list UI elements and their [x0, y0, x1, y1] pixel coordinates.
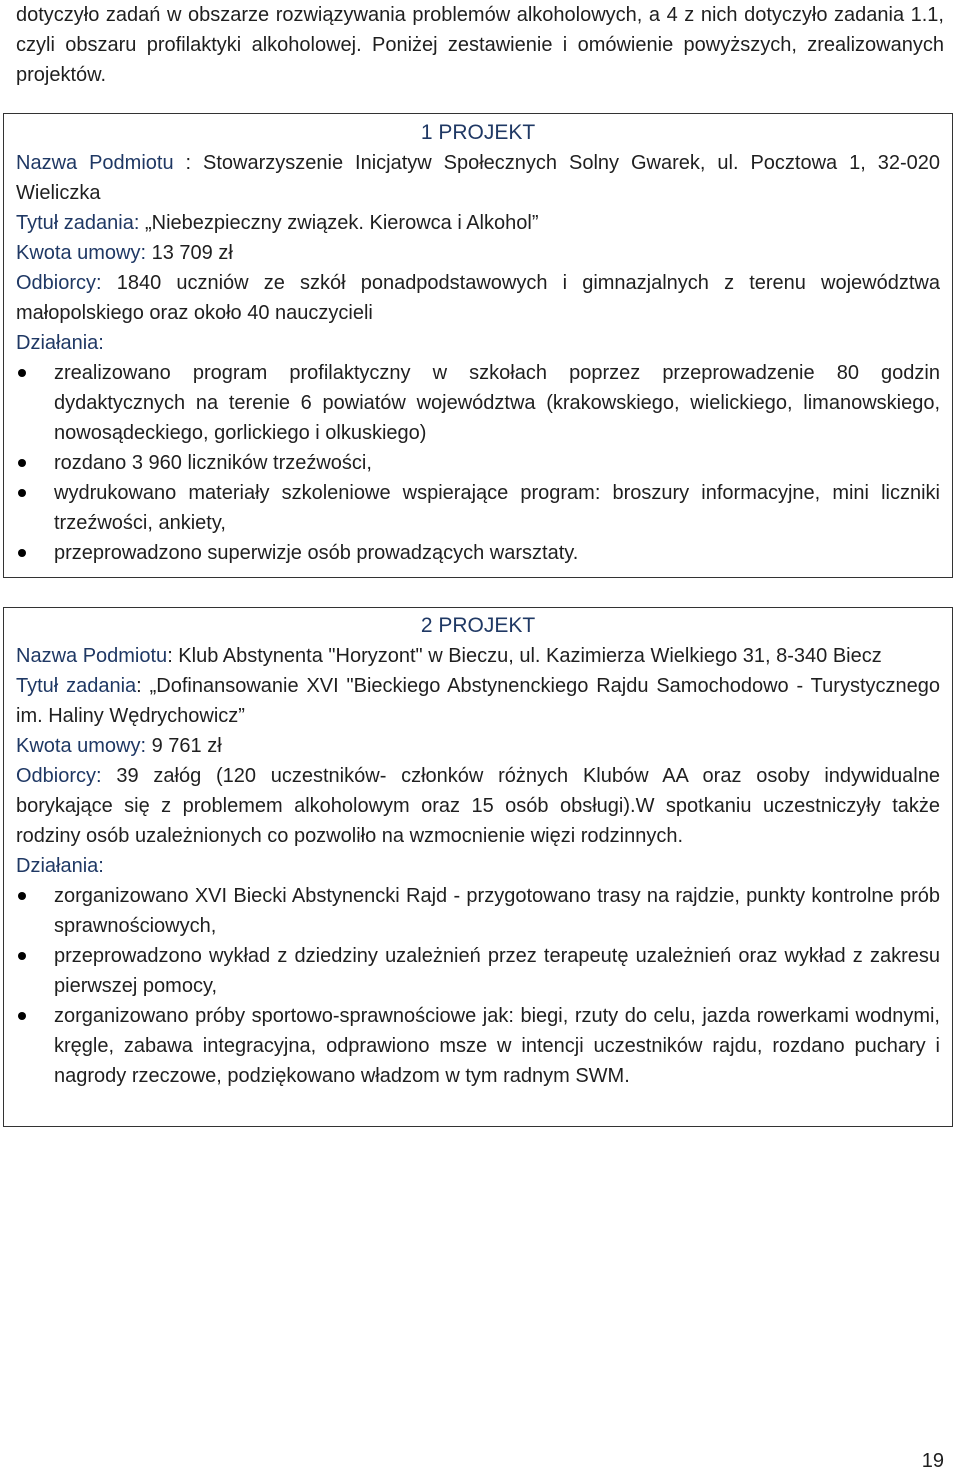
bullet-icon — [18, 952, 26, 960]
title-label: Tytuł zadania — [16, 675, 137, 697]
action-text: przeprowadzono superwizje osób prowadzących warsztaty. — [54, 542, 579, 564]
title-label: Tytuł zadania: — [16, 212, 140, 234]
recipients-value: 1840 uczniów ze szkół ponadpodstawowych i gimnazjalnych z terenu województwa małopolskiego oraz około 40 nauczycieli — [16, 272, 940, 324]
bullet-icon — [18, 549, 26, 557]
list-item — [16, 358, 940, 448]
recipients-label: Odbiorcy: — [16, 272, 102, 294]
title-value: : „Dofinansowanie XVI "Bieckiego Abstynenckiego Rajdu Samochodowo - Turystycznego im. Haliny Wędrychowicz” — [16, 675, 940, 727]
list-item — [16, 1001, 940, 1091]
bullet-icon — [18, 369, 26, 377]
list-item — [16, 478, 940, 538]
bullet-icon — [18, 892, 26, 900]
action-text: przeprowadzono wykład z dziedziny uzależnień przez terapeutę uzależnień oraz wykład z zakresu pierwszej pomocy, — [54, 945, 940, 997]
intro-paragraph — [16, 0, 944, 90]
amount-value: 13 709 zł — [146, 242, 233, 264]
list-item — [16, 881, 940, 941]
intro-text: dotyczyło zadań w obszarze rozwiązywania problemów alkoholowych, a 4 z nich dotyczyło zadania 1.1, czyli obszaru profilaktyki alkoholowej. Poniżej zestawienie i omówienie powyższych, zrealizowanych projektów. — [16, 4, 944, 86]
project-2-amount — [16, 731, 940, 761]
entity-value: : Stowarzyszenie Inicjatyw Społecznych Solny Gwarek, ul. Pocztowa 1, 32-020 Wieliczka — [16, 152, 940, 204]
list-item — [16, 941, 940, 1001]
actions-label: Działania: — [16, 332, 104, 354]
project-1-actions-list — [16, 358, 940, 568]
project-1-title — [16, 208, 940, 238]
amount-label: Kwota umowy: — [16, 242, 147, 264]
project-1-box — [3, 113, 953, 578]
list-item — [16, 538, 940, 568]
project-1-entity — [16, 148, 940, 208]
action-text: zorganizowano XVI Biecki Abstynencki Rajd - przygotowano trasy na rajdzie, punkty kontrolne prób sprawnościowych, — [54, 885, 940, 937]
recipients-value: 39 załóg (120 uczestników- członków różnych Klubów AA oraz osoby indywidualne borykające się z problemem alkoholowym oraz 15 osób obsługi).W spotkaniu uczestniczyły także rodziny osób uzależnionych co pozwoliło na wzmocnienie więzi rodzinnych. — [16, 765, 940, 847]
list-item — [16, 448, 940, 478]
bullet-icon — [18, 1012, 26, 1020]
entity-label: Nazwa Podmiotu — [16, 152, 174, 174]
action-text: zorganizowano próby sportowo-sprawnościowe jak: biegi, rzuty do celu, jazda rowerkami wodnymi, kręgle, zabawa integracyjna, odprawiono msze w intencji uczestników rajdu, rozdano puchary i nagrody rzeczowe, podziękowano władzom w tym radnym SWM. — [54, 1005, 940, 1087]
amount-value: 9 761 zł — [146, 735, 222, 757]
action-text: wydrukowano materiały szkoleniowe wspierające program: broszury informacyjne, mini liczniki trzeźwości, ankiety, — [54, 482, 940, 534]
action-text: rozdano 3 960 liczników trzeźwości, — [54, 452, 372, 474]
title-value: „Niebezpieczny związek. Kierowca i Alkohol” — [139, 212, 539, 234]
project-1-recipients — [16, 268, 940, 328]
actions-label: Działania: — [16, 855, 104, 877]
project-1-heading: 1 PROJEKT — [420, 121, 536, 144]
project-2-box — [3, 607, 953, 1127]
entity-label: Nazwa Podmiotu — [16, 645, 168, 667]
entity-value: : Klub Abstynenta "Horyzont" w Bieczu, ul. Kazimierza Wielkiego 31, 8-340 Biecz — [167, 645, 882, 667]
page-number: 19 — [921, 1450, 944, 1472]
project-2-recipients — [16, 761, 940, 851]
project-1-actions-label — [16, 328, 940, 358]
project-1-amount — [16, 238, 940, 268]
bullet-icon — [18, 489, 26, 497]
amount-label: Kwota umowy: — [16, 735, 147, 757]
bullet-icon — [18, 459, 26, 467]
action-text: zrealizowano program profilaktyczny w szkołach poprzez przeprowadzenie 80 godzin dydaktycznych na terenie 6 powiatów województwa (krakowskiego, wielickiego, limanowskiego, nowosądeckiego, gorlickiego i olkuskiego) — [54, 362, 940, 444]
project-2-title — [16, 671, 940, 731]
project-2-actions-list — [16, 881, 940, 1091]
recipients-label: Odbiorcy: — [16, 765, 102, 787]
project-2-heading: 2 PROJEKT — [420, 614, 536, 637]
project-2-entity — [16, 641, 940, 671]
project-2-actions-label — [16, 851, 940, 881]
